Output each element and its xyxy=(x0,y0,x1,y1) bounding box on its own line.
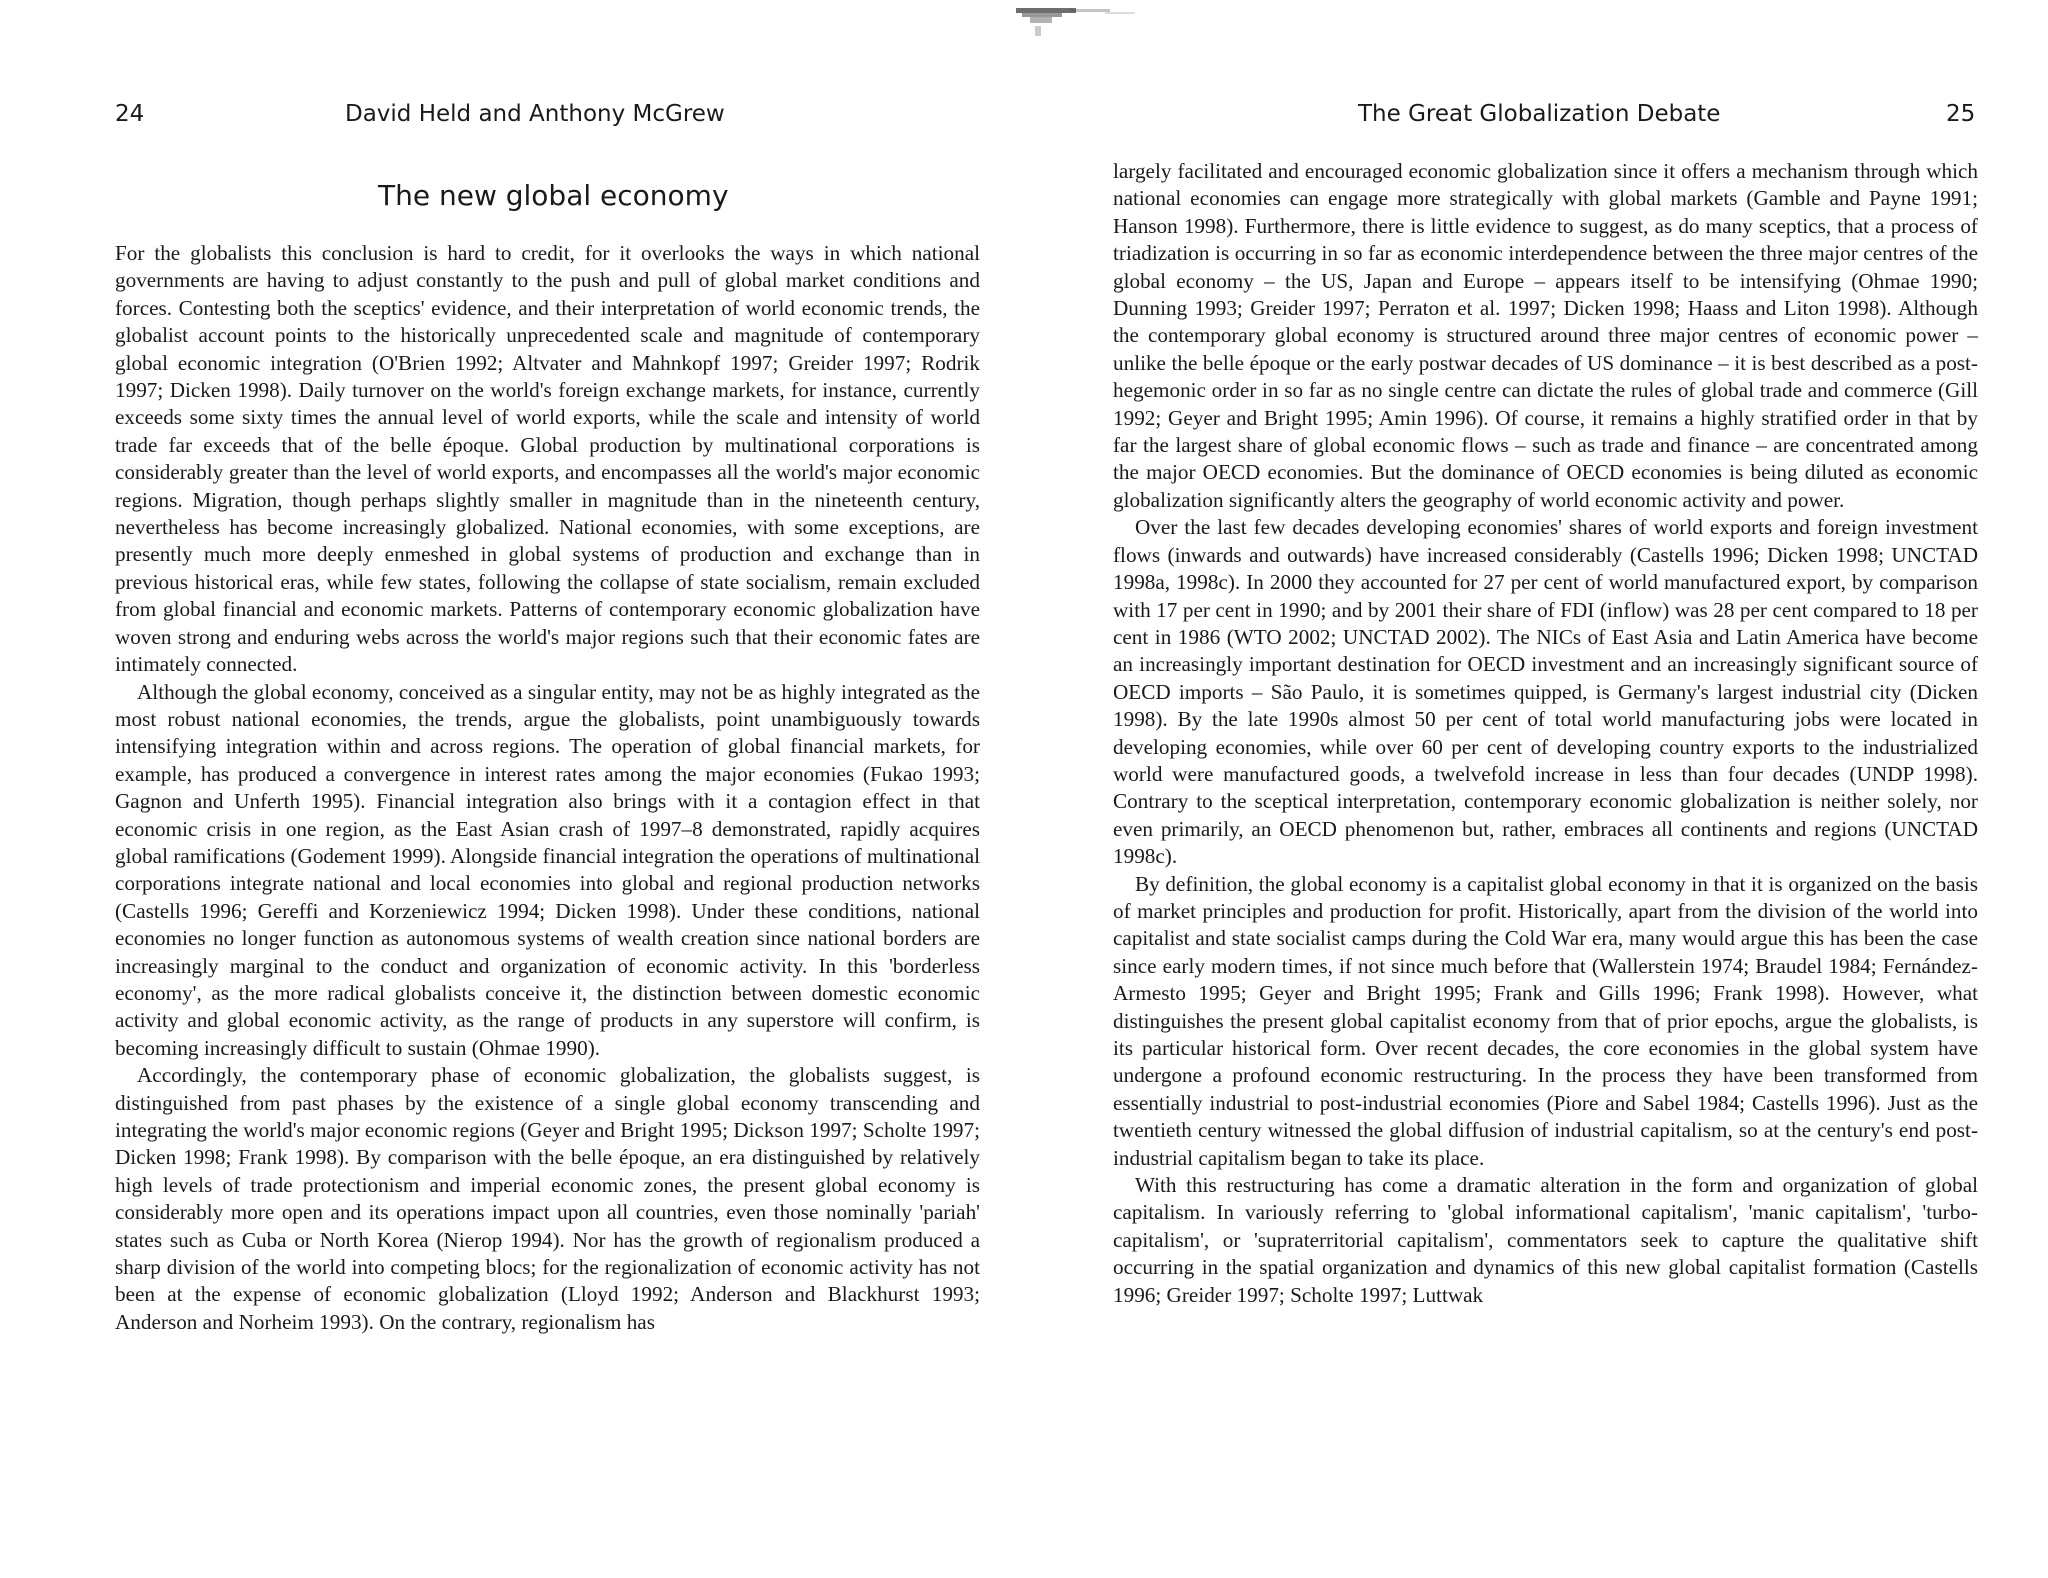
paragraph: By definition, the global economy is a capitalist global economy in that it is organized on the basis of market principles and production for profit. Historically, apart from the division of the world into capitalist and state socialist camps during the Cold War era, many would argue this has been the case since early modern times, if not since much before that (Wallerstein 1974; Braudel 1984; Fernández-Armesto 1995; Geyer and Bright 1995; Frank and Gills 1996; Frank 1998). However, what distinguishes the present global capitalist economy from that of prior epochs, argue the globalists, is its particular historical form. Over recent decades, the core economies in the global system have undergone a profound economic restructuring. In the process they have been transformed from essentially industrial to post-industrial economies (Piore and Sabel 1984; Castells 1996). Just as the twentieth century witnessed the global diffusion of industrial capitalism, so at the century's end post-industrial capitalism began to take its place. xyxy=(1113,871,1978,1170)
paragraph: For the globalists this conclusion is hard to credit, for it overlooks the ways in which national governments are having to adjust constantly to the push and pull of global market conditions and forces. Contesting both the sceptics' evidence, and their interpretation of world economic trends, the globalist account points to the historically unprecedented scale and magnitude of contemporary global economic integration (O'Brien 1992; Altvater and Mahnkopf 1997; Greider 1997; Rodrik 1997; Dicken 1998). Daily turnover on the world's foreign exchange markets, for instance, currently exceeds some sixty times the annual level of world exports, while the scale and intensity of world trade far exceeds that of the belle époque. Global production by multinational corporations is considerably greater than the level of world exports, and encompasses all the world's major economic regions. Migration, though perhaps slightly smaller in magnitude than in the nineteenth century, nevertheless has become increasingly globalized. National economies, with some exceptions, are presently much more deeply enmeshed in global systems of production and exchange than in previous historical eras, while few states, following the collapse of state socialism, remain excluded from global financial and economic markets. Patterns of contemporary economic globalization have woven strong and enduring webs across the world's major regions such that their economic fates are intimately connected. xyxy=(115,241,980,677)
left-page xyxy=(0,0,1020,1578)
page-number: 25 xyxy=(1946,101,1976,127)
paragraph: Accordingly, the contemporary phase of economic globalization, the globalists suggest, is distinguished from past phases by the existence of a single global economy transcending and integrating the world's major economic regions (Geyer and Bright 1995; Dickson 1997; Scholte 1997; Dicken 1998; Frank 1998). By comparison with the belle époque, an era distinguished by relatively high levels of trade protectionism and imperial economic zones, the present global economy is considerably more open and its operations impact upon all countries, even those nominally 'pariah' states such as Cuba or North Korea (Nierop 1994). Nor has the growth of regionalism produced a sharp division of the world into competing blocs; for the regionalization of economic activity has not been at the expense of economic globalization (Lloyd 1992; Anderson and Blackhurst 1993; Anderson and Norheim 1993). On the contrary, regionalism has xyxy=(115,1063,980,1334)
paragraph: Over the last few decades developing economies' shares of world exports and foreign investment flows (inwards and outwards) have increased considerably (Castells 1996; Dicken 1998; UNCTAD 1998a, 1998c). In 2000 they accounted for 27 per cent of world manufactured export, by comparison with 17 per cent in 1990; and by 2001 their share of FDI (inflow) was 28 per cent compared to 18 per cent in 1986 (WTO 2002; UNCTAD 2002). The NICs of East Asia and Latin America have become an increasingly important destination for OECD investment and an increasingly significant source of OECD imports – São Paulo, it is sometimes quipped, is Germany's largest industrial city (Dicken 1998). By the late 1990s almost 50 per cent of total world manufacturing jobs were located in developing economies, while over 60 per cent of developing country exports to the industrialized world were manufactured goods, a twelvefold increase in less than four decades (UNDP 1998). Contrary to the sceptical interpretation, contemporary economic globalization is neither solely, nor even primarily, an OECD phenomenon but, rather, embraces all continents and regions (UNCTAD 1998c). xyxy=(1113,515,1978,869)
running-head: David Held and Anthony McGrew xyxy=(345,101,725,127)
running-head: The Great Globalization Debate xyxy=(1358,101,1721,127)
right-page xyxy=(1020,0,2048,1578)
body-text xyxy=(1113,158,1978,1309)
paragraph: With this restructuring has come a dramatic alteration in the form and organization of global capitalism. In variously referring to 'global informational capitalism', 'manic capitalism', 'turbo-capitalism', or 'supraterritorial capitalism', commentators seek to capture the qualitative shift occurring in the spatial organization and dynamics of this new global capitalist formation (Castells 1996; Greider 1997; Scholte 1997; Luttwak xyxy=(1113,1173,1978,1307)
section-title: The new global economy xyxy=(378,179,729,212)
paragraph: Although the global economy, conceived as a singular entity, may not be as highly integrated as the most robust national economies, the trends, argue the globalists, point unambiguously towards intensifying integration within and across regions. The operation of global financial markets, for example, has produced a convergence in interest rates among the major economies (Fukao 1993; Gagnon and Unferth 1995). Financial integration also brings with it a contagion effect in that economic crisis in one region, as the East Asian crash of 1997–8 demonstrated, rapidly acquires global ramifications (Godement 1999). Alongside financial integration the operations of multinational corporations integrate national and local economies into global and regional production networks (Castells 1996; Gereffi and Korzeniewicz 1994; Dicken 1998). Under these conditions, national economies no longer function as autonomous systems of wealth creation since national borders are increasingly marginal to the conduct and organization of economic activity. In this 'borderless economy', as the more radical globalists conceive it, the distinction between domestic economic activity and global economic activity, as the range of products in any superstore will confirm, is becoming increasingly difficult to sustain (Ohmae 1990). xyxy=(115,679,980,1060)
page-number: 24 xyxy=(115,101,145,127)
paragraph: largely facilitated and encouraged economic globalization since it offers a mechanism through which national economies can engage more strategically with global markets (Gamble and Payne 1991; Hanson 1998). Furthermore, there is little evidence to suggest, as do many sceptics, that a process of triadization is occurring in so far as economic interdependence between the three major centres of the global economy – the US, Japan and Europe – appears itself to be intensifying (Ohmae 1990; Dunning 1993; Greider 1997; Perraton et al. 1997; Dicken 1998; Haass and Liton 1998). Although the contemporary global economy is structured around three major centres of economic power – unlike the belle époque or the early postwar decades of US dominance – it is best described as a post-hegemonic order in so far as no single centre can dictate the rules of global trade and commerce (Gill 1992; Geyer and Bright 1995; Amin 1996). Of course, it remains a highly stratified order in that by far the largest share of global economic flows – such as trade and finance – are concentrated among the major OECD economies. But the dominance of OECD economies is being diluted as economic globalization significantly alters the geography of world economic activity and power. xyxy=(1113,159,1978,512)
body-text xyxy=(115,240,980,1336)
